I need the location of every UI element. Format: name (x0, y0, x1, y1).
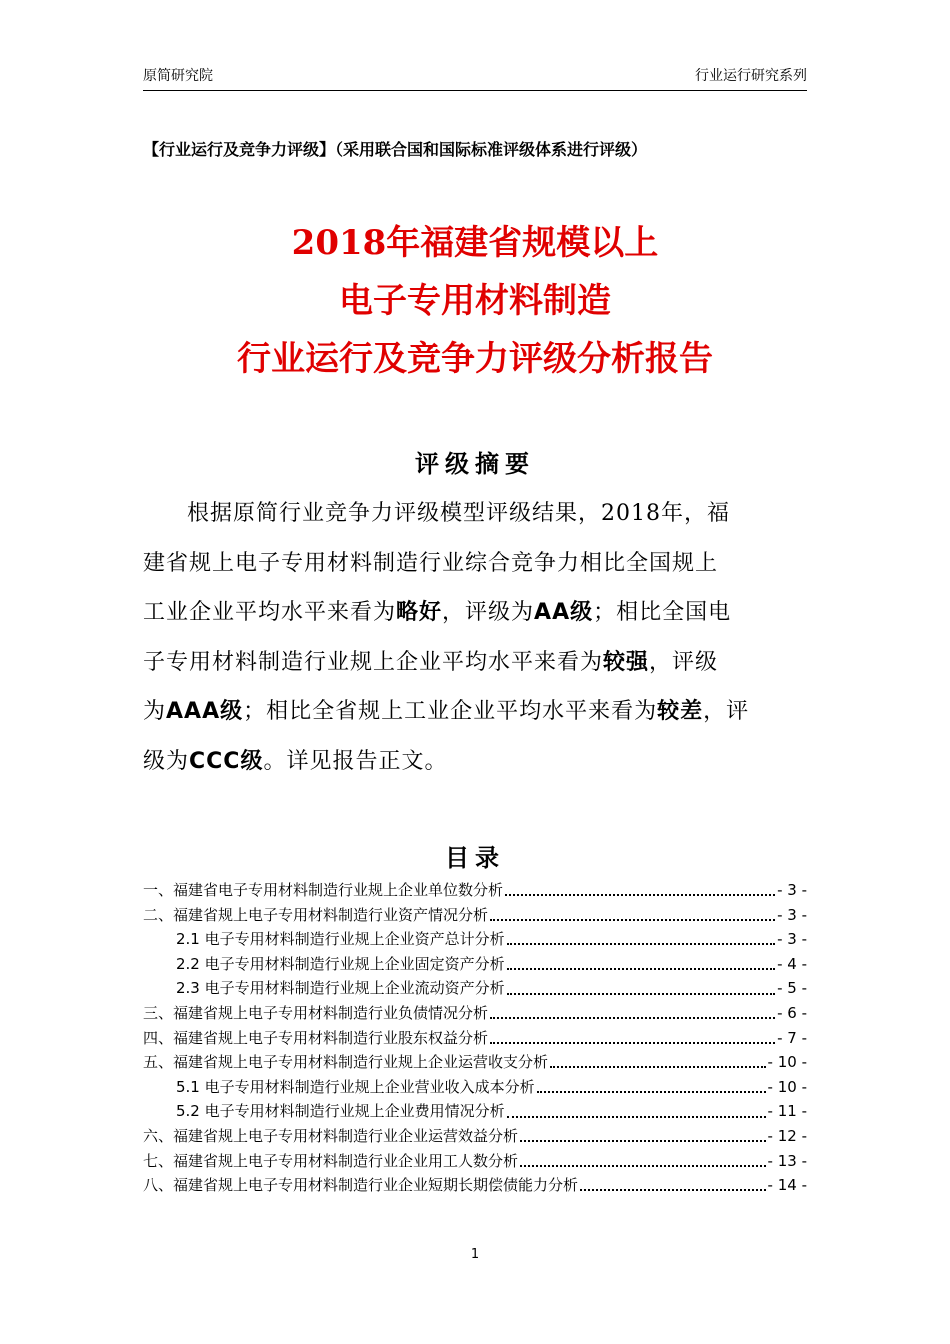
report-title-line-2: 电子专用材料制造 (339, 281, 611, 321)
page-number: 1 (470, 1247, 480, 1262)
summary-line-6: 级为CCC级。详见报告正文。 (143, 748, 448, 774)
toc-entry[interactable]: 七、福建省规上电子专用材料制造行业企业用工人数分析 - 13 - (143, 1151, 807, 1170)
rating-grade: AAA级 (166, 699, 244, 724)
toc-entry[interactable]: 四、福建省规上电子专用材料制造行业股东权益分析 - 7 - (143, 1028, 807, 1047)
table-of-contents (143, 878, 807, 1198)
toc-subentry[interactable]: 2.3 电子专用材料制造行业规上企业流动资产分析 - 5 - (176, 979, 807, 998)
toc-leader (580, 1189, 766, 1191)
toc-leader (490, 1017, 775, 1019)
toc-leader (505, 894, 775, 896)
toc-leader (490, 919, 775, 921)
toc-subentry[interactable]: 2.2 电子专用材料制造行业规上企业固定资产分析 - 4 - (176, 954, 807, 973)
toc-subentry[interactable]: 5.2 电子专用材料制造行业规上企业费用情况分析 - 11 - (176, 1102, 807, 1121)
toc-entry[interactable]: 一、福建省电子专用材料制造行业规上企业单位数分析 - 3 - (143, 881, 807, 899)
rating-term: 较强 (603, 649, 650, 675)
toc-leader (507, 1116, 766, 1118)
rating-subtitle: 【行业运行及竞争力评级】（采用联合国和国际标准评级体系进行评级） (143, 140, 648, 159)
header-series-name: 行业运行研究系列 (695, 68, 807, 84)
toc-leader (537, 1091, 766, 1093)
rating-term: 较差 (657, 699, 704, 724)
toc-leader (507, 943, 775, 945)
report-title (143, 214, 807, 388)
toc-entry[interactable]: 二、福建省规上电子专用材料制造行业资产情况分析 - 3 - (143, 905, 807, 924)
toc-leader (520, 1165, 766, 1167)
report-title-line-3: 行业运行及竞争力评级分析报告 (237, 339, 713, 379)
rating-grade: AA级 (534, 600, 594, 625)
summary-line-1: 根据原简行业竞争力评级模型评级结果，2018年，福 (187, 501, 730, 526)
summary-line-4: 子专用材料制造行业规上企业平均水平来看为较强，评级 (143, 649, 719, 675)
toc-leader (550, 1066, 766, 1068)
summary-line-3: 工业企业平均水平来看为略好，评级为AA级；相比全国电 (143, 600, 732, 625)
report-title-line-1: 2018年福建省规模以上 (291, 223, 659, 263)
toc-entry[interactable]: 八、福建省规上电子专用材料制造行业企业短期长期偿债能力分析 - 14 - (143, 1176, 807, 1195)
rating-term: 略好 (396, 600, 443, 625)
rating-grade: CCC级 (189, 748, 264, 774)
header-org-name: 原简研究院 (143, 68, 213, 84)
page-header (143, 62, 807, 91)
summary-paragraph (143, 489, 807, 786)
summary-line-5: 为AAA级；相比全省规上工业企业平均水平来看为较差，评 (143, 699, 750, 724)
toc-heading: 目录 (445, 844, 505, 872)
toc-leader (507, 968, 775, 970)
toc-leader (520, 1140, 766, 1142)
toc-subentry[interactable]: 2.1 电子专用材料制造行业规上企业资产总计分析 - 3 - (176, 930, 807, 949)
summary-heading: 评级摘要 (415, 450, 535, 478)
toc-entry[interactable]: 六、福建省规上电子专用材料制造行业企业运营效益分析 - 12 - (143, 1126, 807, 1145)
toc-entry[interactable]: 三、福建省规上电子专用材料制造行业负债情况分析 - 6 - (143, 1003, 807, 1022)
toc-subentry[interactable]: 5.1 电子专用材料制造行业规上企业营业收入成本分析 - 10 - (176, 1077, 807, 1096)
summary-line-2: 建省规上电子专用材料制造行业综合竞争力相比全国规上 (143, 550, 719, 576)
toc-entry[interactable]: 五、福建省规上电子专用材料制造行业规上企业运营收支分析 - 10 - (143, 1053, 807, 1072)
toc-leader (490, 1042, 775, 1044)
toc-leader (507, 993, 775, 995)
